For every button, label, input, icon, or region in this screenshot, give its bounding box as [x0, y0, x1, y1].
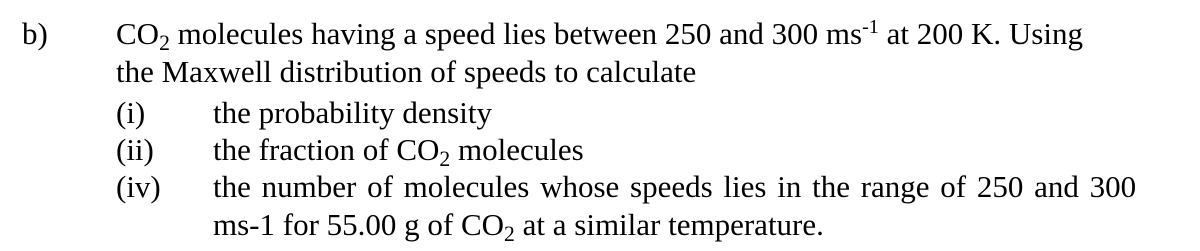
item-text-part: the fraction of CO [213, 132, 440, 167]
item-text-part: molecules [450, 132, 584, 167]
item-text-line-2 [213, 207, 824, 247]
item-numeral: (iv) [116, 169, 161, 204]
subscript: 2 [439, 147, 451, 172]
question-stem-line-2: the Maxwell distribution of speeds to calculate [116, 54, 697, 89]
stem-text: at 200 K. Using [878, 16, 1083, 51]
item-text [213, 132, 584, 172]
stem-text: molecules having a speed lies between 250 and 300 ms [169, 16, 863, 51]
question-label: b) [22, 16, 48, 51]
item-text-line-1 [213, 171, 1136, 202]
item-text-part: at a similar temperature. [514, 207, 824, 242]
item-text-part: the number of molecules whose speeds lies in the range of 250 and 300 [213, 169, 1137, 204]
subscript: 2 [504, 222, 515, 247]
stem-text: CO [116, 16, 160, 51]
item-text: the probability density [213, 95, 492, 130]
item-numeral: (i) [116, 95, 146, 130]
item-numeral: (ii) [116, 132, 154, 167]
subscript: 2 [159, 31, 170, 56]
question-stem-line-1 [116, 15, 1083, 56]
superscript: -1 [862, 15, 879, 38]
item-text-part: ms-1 for 55.00 g of CO [213, 207, 505, 242]
